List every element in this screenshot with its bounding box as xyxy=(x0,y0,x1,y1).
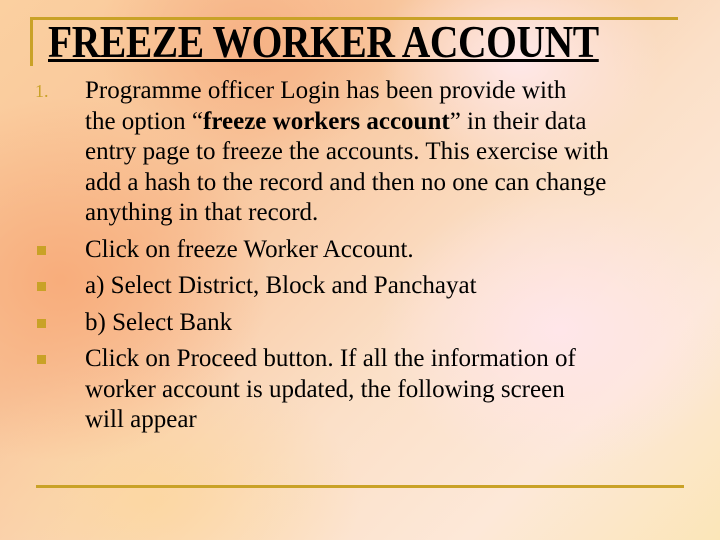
square-bullet-icon xyxy=(37,319,46,328)
text-line xyxy=(85,107,720,138)
text-line: b) Select Bank xyxy=(85,308,233,336)
square-bullet-icon xyxy=(37,355,46,364)
text-line: Click on freeze Worker Account. xyxy=(85,235,414,263)
slide-title: FREEZE WORKER ACCOUNT xyxy=(48,16,599,67)
text-line: Programme officer Login has been provide with xyxy=(85,77,567,104)
list-number: 1. xyxy=(35,81,49,101)
text-line: worker account is updated, the following screen xyxy=(85,375,565,403)
list-item xyxy=(0,308,720,339)
text-span: the option “ xyxy=(85,107,204,135)
square-bullet-icon xyxy=(37,282,46,291)
text-span: ” in their data xyxy=(449,107,587,135)
text-line: add a hash to the record and then no one can change xyxy=(85,168,607,196)
text-line: will appear xyxy=(85,406,197,433)
bold-text: freeze workers account xyxy=(203,107,450,135)
bottom-rule xyxy=(36,485,684,488)
text-line: anything in that record. xyxy=(85,199,319,226)
square-bullet-icon xyxy=(37,246,46,255)
text-line: Click on Proceed button. If all the information of xyxy=(85,345,576,372)
bullet-list xyxy=(0,76,720,442)
title-frame-left-rule xyxy=(30,17,33,66)
list-item xyxy=(0,235,720,266)
list-item xyxy=(0,344,720,436)
text-line: a) Select District, Block and Panchayat xyxy=(85,272,477,299)
list-item xyxy=(0,271,720,302)
list-item xyxy=(0,76,720,229)
text-line: entry page to freeze the accounts. This exercise with xyxy=(85,138,609,165)
